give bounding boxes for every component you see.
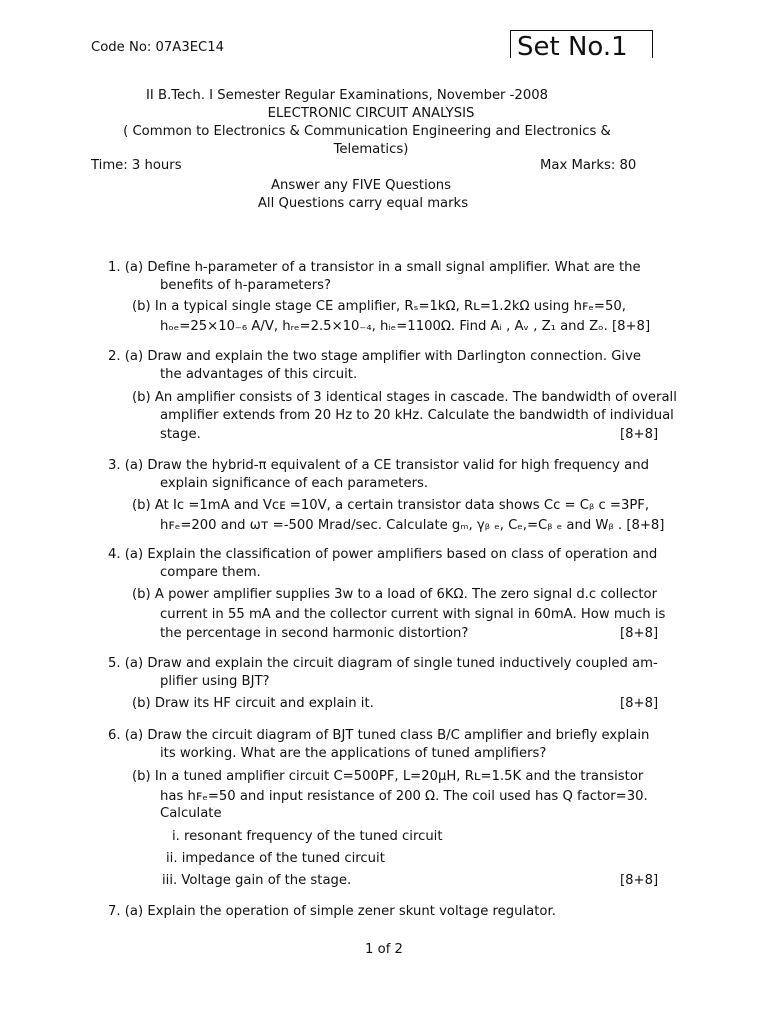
q5-marks: [8+8] (620, 696, 659, 711)
q4-marks: [8+8] (620, 626, 659, 641)
time-allowed: Time: 3 hours (91, 158, 182, 173)
q3b-line2: hꜰₑ=200 and ωᴛ =-500 Mrad/sec. Calculate gₘ, γᵦ ₑ, Cₑ,=Cᵦ ₑ and Wᵦ . [8+8] (160, 518, 665, 533)
q6a-line2: its working. What are the applications of tuned amplifiers? (160, 746, 547, 761)
instruction-answer-five: Answer any FIVE Questions (270, 178, 452, 193)
q2a-line2: the advantages of this circuit. (160, 367, 358, 382)
q5a-line2: plifier using BJT? (160, 674, 270, 689)
q6b-line1: (b) In a tuned amplifier circuit C=500PF, L=20μH, Rʟ=1.5K and the transistor (132, 769, 644, 784)
q6b-subitem-ii: ii. impedance of the tuned circuit (166, 851, 385, 866)
q4b-line3: the percentage in second harmonic distortion? (160, 626, 469, 641)
q4a-line1: 4. (a) Explain the classification of power amplifiers based on class of operation and (108, 547, 658, 562)
q6-marks: [8+8] (620, 873, 659, 888)
q4b-line1: (b) A power amplifier supplies 3w to a load of 6KΩ. The zero signal d.c collector (132, 587, 658, 602)
q4b-line2: current in 55 mA and the collector current with signal in 60mA. How much is (160, 607, 666, 622)
max-marks: Max Marks: 80 (540, 158, 637, 173)
page-number: 1 of 2 (365, 942, 403, 957)
q2-marks: [8+8] (620, 427, 659, 442)
q4a-line2: compare them. (160, 565, 261, 580)
instruction-equal-marks: All Questions carry equal marks (257, 196, 469, 211)
q1a-line2: benefits of h-parameters? (160, 278, 332, 293)
q1b-line1: (b) In a typical single stage CE amplifier, Rₛ=1kΩ, Rʟ=1.2kΩ using hꜰₑ=50, (132, 299, 626, 314)
q2a-line1: 2. (a) Draw and explain the two stage amplifier with Darlington connection. Give (108, 349, 642, 364)
q3a-line2: explain significance of each parameters. (160, 476, 429, 491)
q6a-line1: 6. (a) Draw the circuit diagram of BJT tuned class B/C amplifier and briefly explain (108, 728, 650, 743)
common-note-line2: Telematics) (333, 142, 409, 157)
subject-title: ELECTRONIC CIRCUIT ANALYSIS (267, 106, 475, 121)
q6b-subitem-iii: iii. Voltage gain of the stage. (162, 873, 352, 888)
q5b-line1: (b) Draw its HF circuit and explain it. (132, 696, 374, 711)
q3b-line1: (b) At Iᴄ =1mA and Vᴄᴇ =10V, a certain transistor data shows Cᴄ = Cᵦ ᴄ =3PF, (132, 498, 650, 513)
q1b-line2: hₒₑ=25×10₋₆ A/V, hᵣₑ=2.5×10₋₄, hᵢₑ=1100Ω. Find Aᵢ , Aᵥ , Z₁ and Zₒ. [8+8] (160, 319, 651, 334)
q3a-line1: 3. (a) Draw the hybrid-π equivalent of a CE transistor valid for high frequency and (108, 458, 649, 473)
q2b-line1: (b) An amplifier consists of 3 identical stages in cascade. The bandwidth of overall (132, 390, 677, 405)
q6b-line3: Calculate (160, 806, 222, 821)
q2b-line3: stage. (160, 427, 201, 442)
exam-title: II B.Tech. I Semester Regular Examinations, November -2008 (146, 88, 548, 103)
q1a-line1: 1. (a) Define h-parameter of a transistor in a small signal amplifier. What are the (108, 260, 641, 275)
code-number: Code No: 07A3EC14 (91, 40, 225, 55)
set-number-box: Set No.1 (510, 30, 653, 58)
q6b-subitem-i: i. resonant frequency of the tuned circuit (172, 829, 443, 844)
common-note-line1: ( Common to Electronics & Communication Engineering and Electronics & (123, 124, 611, 139)
q2b-line2: amplifier extends from 20 Hz to 20 kHz. Calculate the bandwidth of individual (160, 408, 674, 423)
q5a-line1: 5. (a) Draw and explain the circuit diagram of single tuned inductively coupled am- (108, 656, 658, 671)
q7a-line1: 7. (a) Explain the operation of simple zener skunt voltage regulator. (108, 904, 556, 919)
q6b-line2: has hꜰₑ=50 and input resistance of 200 Ω. The coil used has Q factor=30. (160, 789, 648, 804)
